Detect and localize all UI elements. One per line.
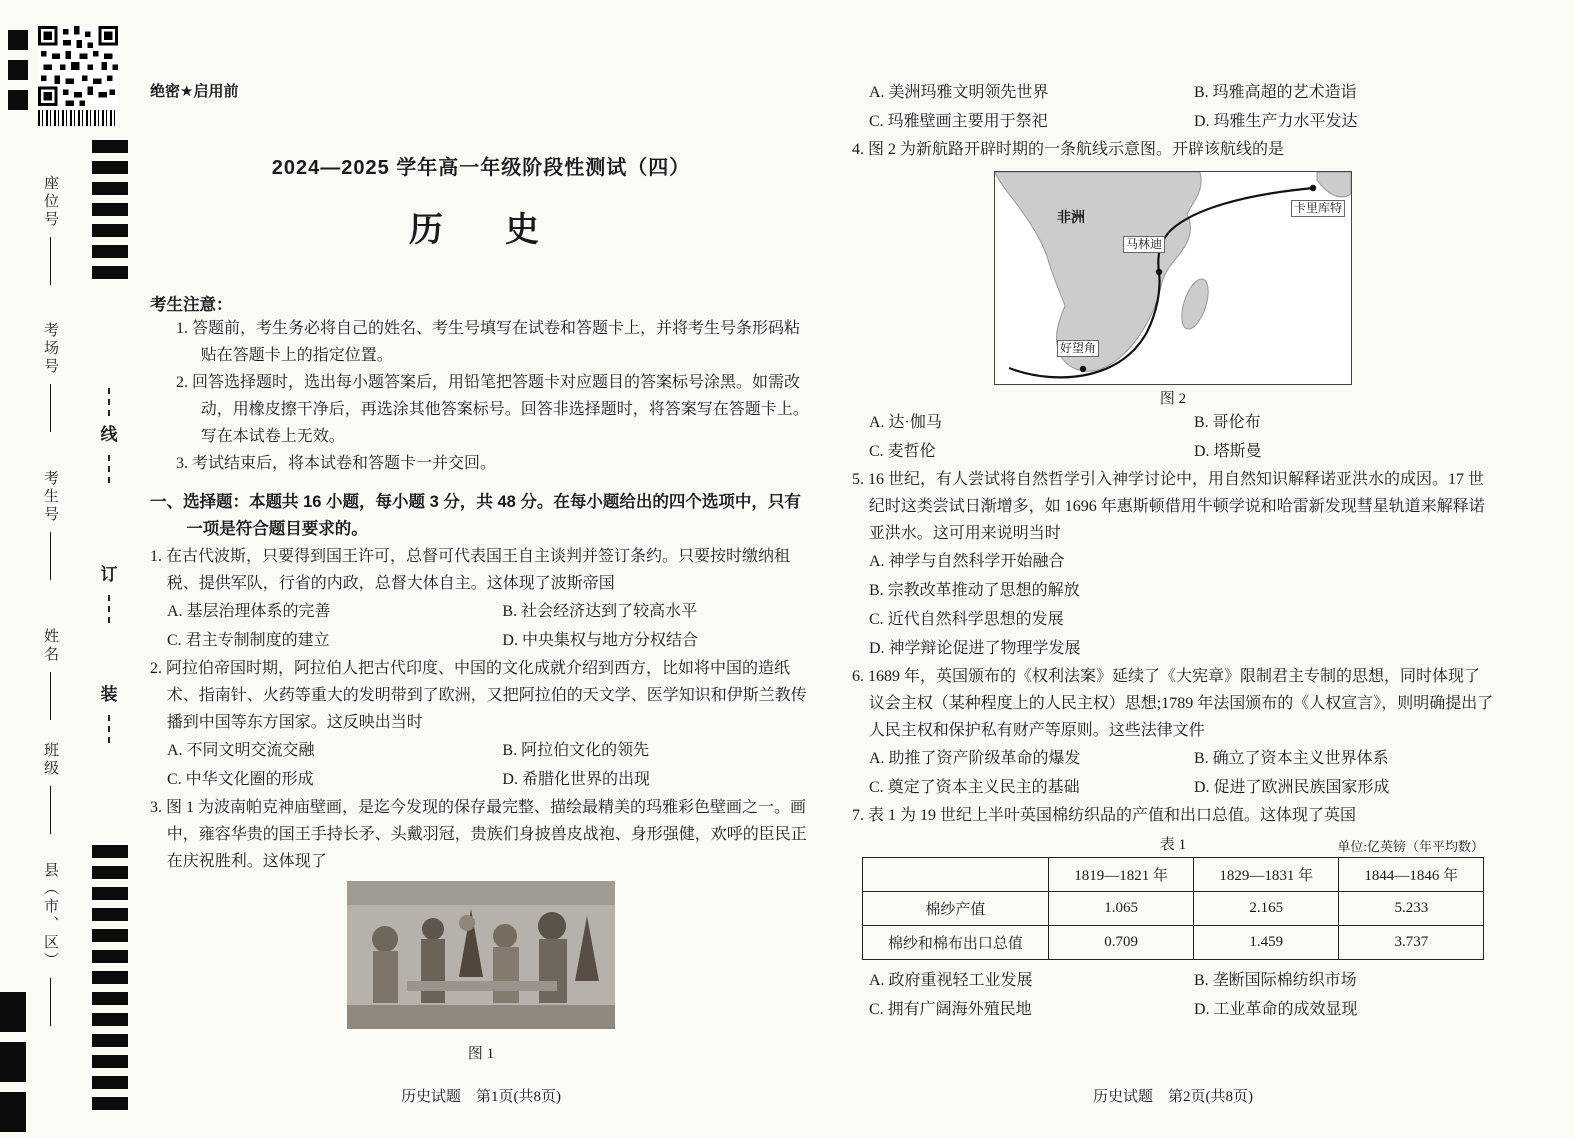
cell: 2.165 [1194, 892, 1339, 926]
registration-bars-edge [0, 992, 26, 1138]
exam-title: 2024—2025 学年高一年级阶段性测试（四） [271, 157, 691, 179]
cell: 1.065 [1049, 892, 1194, 926]
map-label-africa: 非洲 [1057, 209, 1085, 225]
cell: 3.737 [1339, 926, 1484, 960]
binding-label-name: 姓名 [40, 628, 61, 720]
question-7-stem: 7. 表 1 为 19 世纪上半叶英国棉纺织品的产值和出口总值。这体现了英国 [852, 807, 1357, 824]
option-d: D. 工业革命的成效显现 [1194, 1001, 1358, 1018]
security-label: 绝密★启用前 [150, 83, 239, 100]
binding-label-seat: 座位号 [40, 175, 61, 285]
figure-1-caption: 图 1 [467, 1046, 495, 1062]
option-a: A. 不同文明交流交融 [167, 742, 315, 759]
question-1-options [150, 597, 812, 655]
fill-blank-line [50, 978, 51, 1026]
table-row [862, 926, 1484, 960]
fold-dash [108, 595, 110, 623]
header-cell: 1844—1846 年 [1339, 858, 1484, 892]
option-a: A. 助推了资产阶级革命的爆发 [869, 750, 1081, 767]
question-3-stem: 3. 图 1 为波南帕克神庙壁画，是迄今发现的保存最完整、描绘最精美的玛雅彩色壁画之一。画中，雍容华贵的国王手持长矛、头戴羽冠，贵族们身披兽皮战袍、身形强健，欢呼的臣民正在庆祝胜利。这体现了 [150, 799, 807, 870]
map-label-calicut: 卡里库特 [1291, 200, 1345, 217]
cell: 1.459 [1194, 926, 1339, 960]
fold-dash [108, 388, 110, 416]
table-1-title: 表 1 [1159, 837, 1187, 853]
question-7-options [852, 966, 1494, 1024]
option-b: B. 确立了资本主义世界体系 [1194, 750, 1389, 767]
table-header-row [862, 858, 1484, 892]
header-cell [862, 858, 1049, 892]
subject-title: 历 史 [409, 211, 553, 249]
option-a: A. 美洲玛雅文明领先世界 [869, 84, 1049, 101]
option-c: C. 君主专制制度的建立 [167, 632, 330, 649]
fill-blank-line [50, 532, 51, 580]
table-1-caption-row [852, 833, 1494, 855]
table-row [862, 892, 1484, 926]
notice-item-1: 1. 答题前，考生务必将自己的姓名、考生号填写在试卷和答题卡上，并将考生号条形码粘贴在答题卡上的指定位置。 [176, 320, 801, 364]
map-label-cape: 好望角 [1057, 340, 1099, 357]
notice-item-3: 3. 考试结束后，将本试卷和答题卡一并交回。 [176, 455, 497, 472]
option-b: B. 社会经济达到了较高水平 [502, 603, 698, 620]
option-c: C. 近代自然科学思想的发展 [869, 611, 1064, 628]
option-a: A. 神学与自然科学开始融合 [869, 553, 1065, 570]
figure-2-map [994, 171, 1352, 385]
notice-heading: 考生注意： [150, 296, 233, 314]
binding-label-county: 县（市、区） [40, 862, 61, 1026]
row-label: 棉纱产值 [862, 892, 1049, 926]
fill-blank-line [50, 786, 51, 834]
option-d: D. 塔斯曼 [1194, 443, 1262, 460]
fold-char-line: 线 [100, 425, 118, 444]
option-c: C. 麦哲伦 [869, 443, 936, 460]
question-6-stem: 6. 1689 年，英国颁布的《权利法案》延续了《大宪章》限制君主专制的思想，同时体现了议会主权（某种程度上的人民主权）思想;1789 年法国颁布的《人权宣言》，则明确提出了人民主权和保护私有财产等原则。这些法律文件 [852, 668, 1494, 739]
page-1-footer: 历史试题 第1页(共8页) [401, 1089, 561, 1105]
fill-blank-line [50, 237, 51, 285]
option-a: A. 达·伽马 [869, 414, 942, 431]
option-d: D. 促进了欧洲民族国家形成 [1194, 779, 1390, 796]
question-2-options [150, 736, 812, 794]
binding-label-room: 考场号 [40, 322, 61, 432]
table-1 [862, 857, 1485, 960]
fold-char-bind: 装 [100, 685, 118, 704]
registration-squares [8, 30, 28, 120]
fold-dash [108, 455, 110, 483]
page-1 [150, 58, 812, 1106]
question-5-options [852, 547, 1494, 663]
registration-bars-bottom [92, 845, 128, 1118]
option-b: B. 垄断国际棉纺织市场 [1194, 972, 1357, 989]
question-3-options [852, 78, 1494, 136]
binding-label-candidate: 考生号 [40, 470, 61, 580]
option-c: C. 拥有广阔海外殖民地 [869, 1001, 1032, 1018]
option-a: A. 政府重视轻工业发展 [869, 972, 1033, 989]
notice-item-2: 2. 回答选择题时，选出每小题答案后，用铅笔把答题卡对应题目的答案标号涂黑。如需改动，用橡皮擦干净后，再选涂其他答案标号。回答非选择题时，将答案写在答题卡上。写在本试卷上无效。 [176, 374, 809, 445]
fill-blank-line [50, 672, 51, 720]
registration-bars-top [92, 140, 128, 287]
barcode-icon [38, 110, 118, 126]
option-c: C. 中华文化圈的形成 [167, 771, 314, 788]
option-c: C. 玛雅壁画主要用于祭祀 [869, 113, 1048, 130]
option-d: D. 希腊化世界的出现 [502, 771, 650, 788]
figure-1-mural [347, 881, 615, 1063]
option-c: C. 奠定了资本主义民主的基础 [869, 779, 1080, 796]
page-2 [852, 58, 1494, 1106]
option-b: B. 阿拉伯文化的领先 [502, 742, 650, 759]
question-4-options [852, 408, 1494, 466]
option-d: D. 玛雅生产力水平发达 [1194, 113, 1358, 130]
cell: 5.233 [1339, 892, 1484, 926]
cell: 0.709 [1049, 926, 1194, 960]
map-label-malindi: 马林迪 [1123, 236, 1165, 253]
option-d: D. 中央集权与地方分权结合 [502, 632, 698, 649]
option-d: D. 神学辩论促进了物理学发展 [869, 640, 1081, 657]
table-1-unit: 单位:亿英镑（年平均数） [1337, 839, 1484, 854]
option-a: A. 基层治理体系的完善 [167, 603, 331, 620]
question-4-stem: 4. 图 2 为新航路开辟时期的一条航线示意图。开辟该航线的是 [852, 141, 1285, 158]
mural-image [347, 881, 615, 1029]
fill-blank-line [50, 384, 51, 432]
page-2-footer: 历史试题 第2页(共8页) [1093, 1089, 1253, 1105]
figure-2-caption: 图 2 [1159, 391, 1187, 407]
option-b: B. 玛雅高超的艺术造诣 [1194, 84, 1357, 101]
question-1-stem: 1. 在古代波斯，只要得到国王许可，总督可代表国王自主谈判并签订条约。只要按时缴纳租税、提供军队，行省的内政，总督大体自主。这体现了波斯帝国 [150, 548, 791, 592]
header-cell: 1829—1831 年 [1194, 858, 1339, 892]
question-2-stem: 2. 阿拉伯帝国时期，阿拉伯人把古代印度、中国的文化成就介绍到西方，比如将中国的造纸术、指南针、火药等重大的发明带到了欧洲，又把阿拉伯的天文学、医学知识和伊斯兰教传播到中国等东方国家。这反映出当时 [150, 660, 807, 731]
binding-label-class: 班级 [40, 742, 61, 834]
fold-char-staple: 订 [100, 565, 118, 584]
question-6-options [852, 744, 1494, 802]
option-b: B. 宗教改革推动了思想的解放 [869, 582, 1080, 599]
header-cell: 1819—1821 年 [1049, 858, 1194, 892]
row-label: 棉纱和棉布出口总值 [862, 926, 1049, 960]
question-5-stem: 5. 16 世纪，有人尝试将自然哲学引入神学讨论中，用自然知识解释诺亚洪水的成因。17 世纪时这类尝试日渐增多，如 1696 年惠斯顿借用牛顿学说和哈雷新发现彗星轨道来解释诺亚洪水。这可用来说明当时 [852, 471, 1485, 542]
fold-dash [108, 715, 110, 743]
section-heading: 一、选择题：本题共 16 小题，每小题 3 分，共 48 分。在每小题给出的四个选项中，只有一项是符合题目要求的。 [150, 493, 801, 538]
qr-code-icon [38, 26, 118, 111]
option-b: B. 哥伦布 [1194, 414, 1261, 431]
